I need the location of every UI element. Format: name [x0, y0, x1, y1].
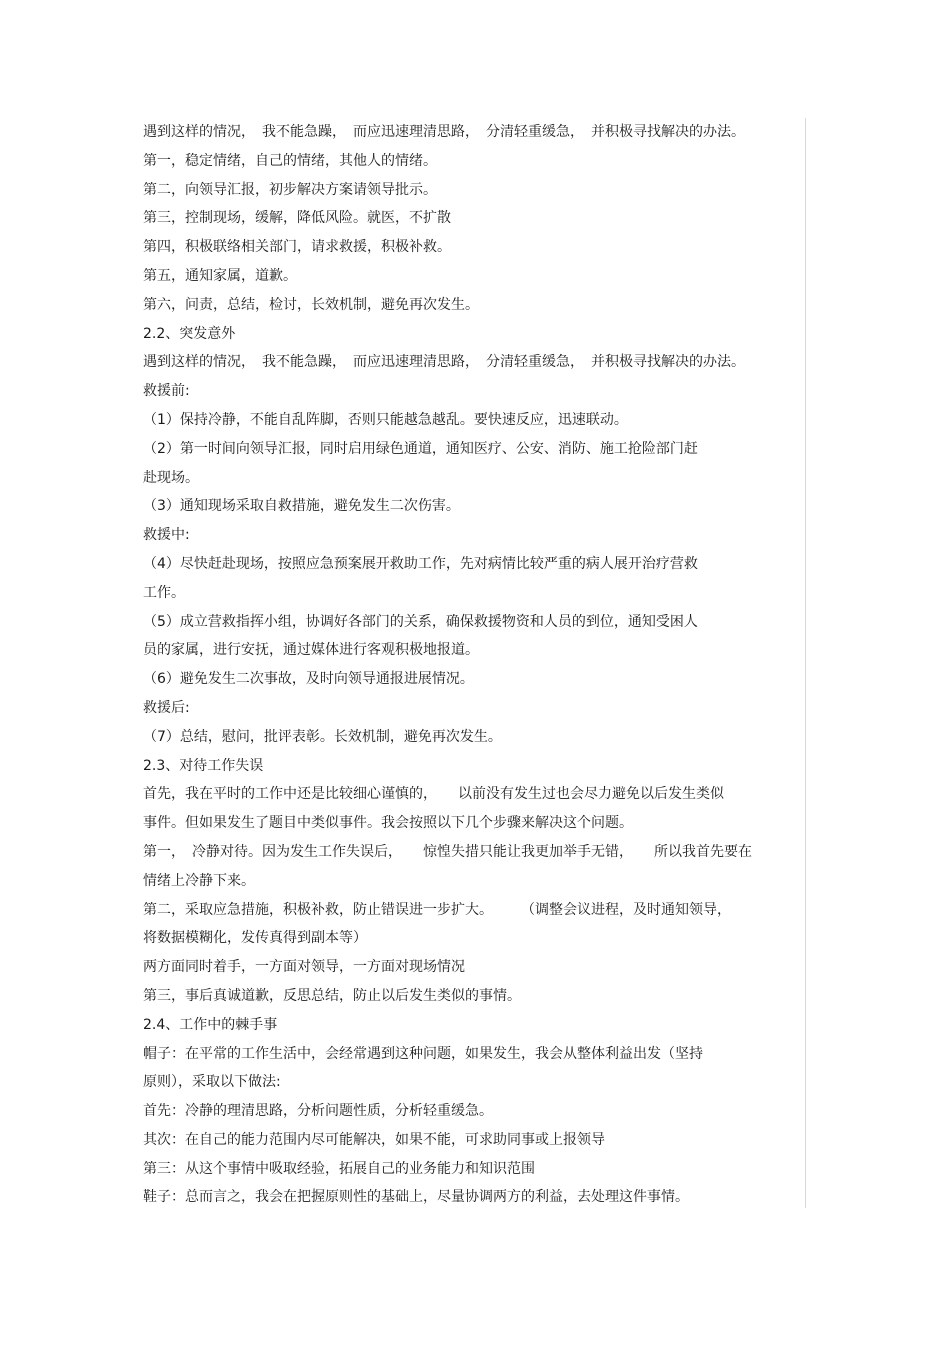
- text-line: 事件。但如果发生了题目中类似事件。我会按照以下几个步骤来解决这个问题。: [143, 815, 633, 832]
- text-line: 工作。: [143, 584, 185, 601]
- text-line: 第六，问责，总结，检讨，长效机制，避免再次发生。: [143, 296, 479, 313]
- text-line: 将数据模糊化，发传真得到副本等）: [143, 930, 367, 947]
- text-line: 两方面同时着手，一方面对领导，一方面对现场情况: [143, 959, 465, 976]
- text-line: 帽子：在平常的工作生活中，会经常遇到这种问题，如果发生，我会从整体利益出发（坚持: [143, 1045, 703, 1062]
- text-line: 第一，稳定情绪，自己的情绪，其他人的情绪。: [143, 152, 437, 169]
- text-line: （4）尽快赶赴现场，按照应急预案展开救助工作，先对病情比较严重的病人展开治疗营救: [143, 555, 698, 572]
- text-line: 遇到这样的情况， 我不能急躁， 而应迅速理清思路， 分清轻重缓急， 并积极寻找解决的办法。: [143, 124, 745, 140]
- text-line: 第三，事后真诚道歉，反思总结，防止以后发生类似的事情。: [143, 987, 521, 1004]
- text-line: 首先：冷静的理清思路，分析问题性质，分析轻重缓急。: [143, 1103, 493, 1120]
- text-line: 原则），采取以下做法:: [143, 1074, 281, 1091]
- text-line: 救援前:: [143, 383, 190, 400]
- text-line: （6）避免发生二次事故，及时向领导通报进展情况。: [143, 671, 474, 688]
- text-line: 遇到这样的情况， 我不能急躁， 而应迅速理清思路， 分清轻重缓急， 并积极寻找解决的办法。: [143, 354, 745, 371]
- text-line: （1）保持冷静，不能自乱阵脚，否则只能越急越乱。要快速反应，迅速联动。: [143, 411, 628, 428]
- document-body: [143, 118, 803, 1212]
- text-line: 赴现场。: [143, 469, 199, 486]
- text-line: 第二，向领导汇报，初步解决方案请领导批示。: [143, 181, 437, 198]
- text-line: 第二，采取应急措施，积极补救，防止错误进一步扩大。 （调整会议进程，及时通知领导，: [143, 901, 731, 918]
- text-line: （5）成立营救指挥小组，协调好各部门的关系，确保救援物资和人员的到位，通知受困人: [143, 613, 698, 630]
- text-line: 情绪上冷静下来。: [143, 872, 255, 889]
- section-heading: 2.4、工作中的棘手事: [143, 1016, 278, 1033]
- text-line: 第一， 冷静对待。因为发生工作失误后， 惊惶失措只能让我更加举手无错， 所以我首先要在: [143, 843, 752, 860]
- text-line: （3）通知现场采取自救措施，避免发生二次伤害。: [143, 498, 460, 515]
- text-line: （2）第一时间向领导汇报，同时启用绿色通道，通知医疗、公安、消防、施工抢险部门赶: [143, 440, 698, 457]
- section-heading: 2.3、对待工作失误: [143, 757, 264, 774]
- text-line: 鞋子：总而言之，我会在把握原则性的基础上，尽量协调两方的利益，去处理这件事情。: [143, 1189, 689, 1206]
- section-heading: 2.2、突发意外: [143, 325, 236, 342]
- text-line: 员的家属，进行安抚，通过媒体进行客观积极地报道。: [143, 642, 479, 659]
- text-line: 第三，控制现场，缓解，降低风险。就医，不扩散: [143, 210, 451, 227]
- text-line: 第五，通知家属，道歉。: [143, 267, 297, 284]
- text-line: 首先，我在平时的工作中还是比较细心谨慎的， 以前没有发生过也会尽力避免以后发生类似: [143, 786, 724, 803]
- text-line: 第四，积极联络相关部门，请求救援，积极补救。: [143, 239, 451, 256]
- text-line: 第三：从这个事情中吸取经验，拓展自己的业务能力和知识范围: [143, 1160, 535, 1177]
- text-line: 其次：在自己的能力范围内尽可能解决，如果不能，可求助同事或上报领导: [143, 1131, 605, 1148]
- text-line: 救援后:: [143, 699, 190, 716]
- text-line: 救援中:: [143, 527, 190, 544]
- page-edge-rule: [805, 118, 806, 1208]
- text-line: （7）总结，慰问，批评表彰。长效机制，避免再次发生。: [143, 728, 502, 745]
